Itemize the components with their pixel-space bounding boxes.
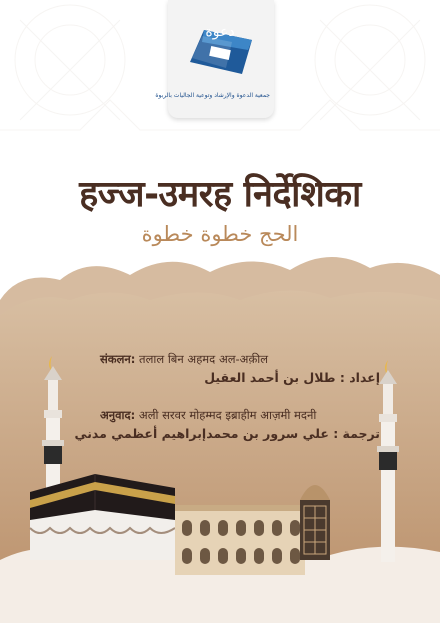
- mosque-arcade: [175, 505, 305, 575]
- logo-tab: [155, 0, 274, 118]
- translator-name: अली सरवर मोहम्मद इब्राहीम आज़मी मदनी: [138, 408, 317, 422]
- translation-line: [100, 406, 400, 424]
- translation-arabic: ترجمة : علي سرور بن محمدإبراهيم أعظمي مدني: [74, 426, 380, 441]
- credits-block: [74, 350, 400, 444]
- organization-name: جمعية الدعوة والإرشاد وتوعية الجاليات بالربوة: [155, 92, 270, 99]
- kaaba: [30, 474, 175, 560]
- translation-label: अनुवाद:: [100, 408, 136, 422]
- svg-text:دعوة: دعوة: [205, 24, 235, 40]
- book-subtitle: الحج خطوة خطوة: [141, 222, 299, 246]
- dawah-book-logo-icon: [182, 12, 260, 82]
- prepared-by-arabic: إعداد : طلال بن أحمد العقيل: [204, 370, 380, 385]
- maqam-dome: [300, 485, 330, 560]
- compiled-label: संकलन:: [100, 352, 136, 366]
- compiled-name: तलाल बिन अहमद अल-अक़ील: [139, 352, 269, 366]
- book-title: हज्ज-उमरह निर्देशिका: [79, 174, 361, 215]
- compiled-line: [100, 350, 400, 368]
